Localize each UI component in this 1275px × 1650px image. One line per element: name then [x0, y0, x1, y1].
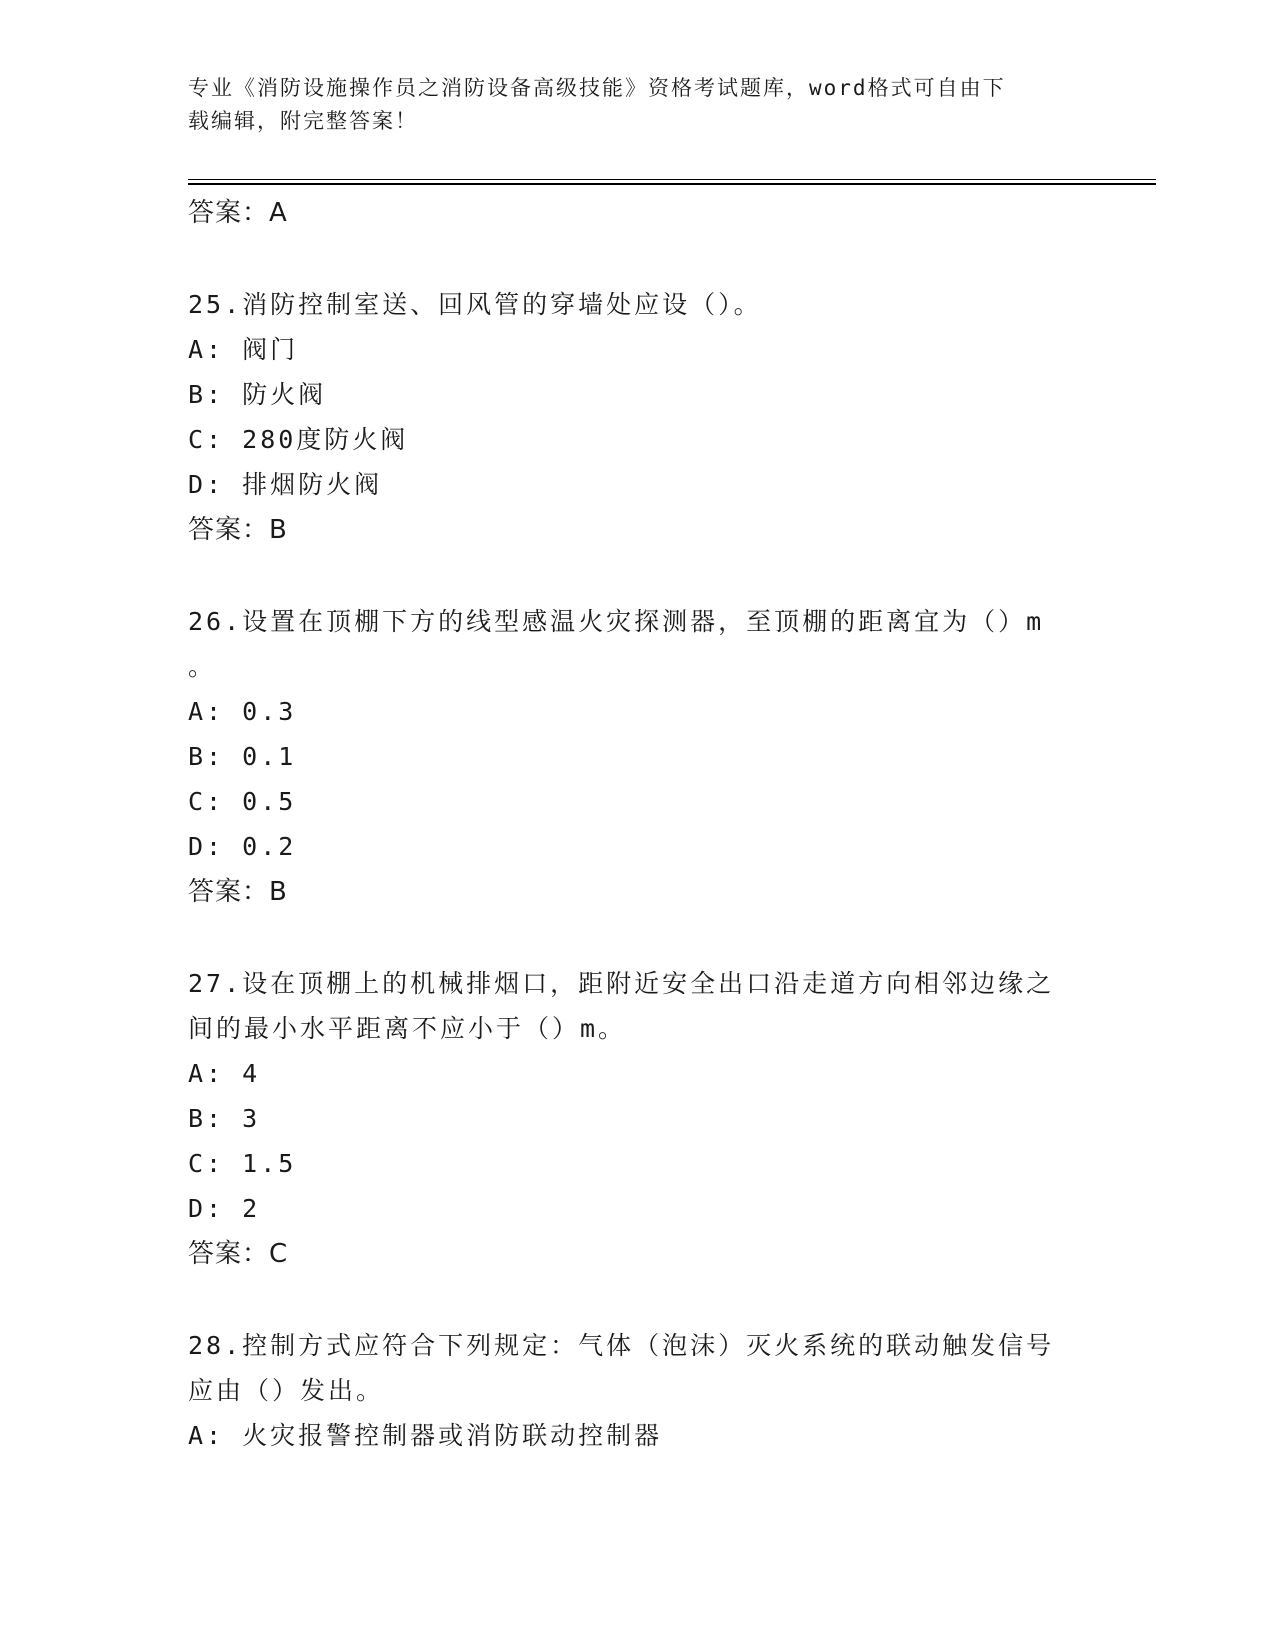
option-c: C: 280度防火阀 — [188, 425, 409, 454]
option-d: D: 2 — [188, 1194, 261, 1223]
header-line-1: 专业《消防设施操作员之消防设备高级技能》资格考试题库，word格式可自由下 — [188, 76, 1006, 100]
option-d: D: 排烟防火阀 — [188, 470, 383, 499]
previous-answer: 答案：A — [188, 198, 288, 228]
header-divider-thin — [188, 179, 1156, 180]
question-stem: 26.设置在顶棚下方的线型感温火灾探测器，至顶棚的距离宜为（）m — [188, 607, 1045, 636]
question-27 — [188, 961, 1088, 1277]
question-answer: 答案：B — [188, 877, 288, 907]
question-stem-continued: 应由（）发出。 — [188, 1376, 385, 1405]
question-28 — [188, 1323, 1088, 1458]
question-stem: 28.控制方式应符合下列规定：气体（泡沫）灭火系统的联动触发信号 — [188, 1331, 1055, 1360]
option-a: A: 阀门 — [188, 335, 299, 364]
option-d: D: 0.2 — [188, 832, 297, 861]
question-list — [188, 190, 1088, 1458]
option-b: B: 防火阀 — [188, 380, 327, 409]
question-answer: 答案：C — [188, 1239, 289, 1269]
option-c: C: 0.5 — [188, 787, 297, 816]
header-divider-thick — [188, 183, 1156, 185]
option-b: B: 3 — [188, 1104, 261, 1133]
question-stem: 27.设在顶棚上的机械排烟口，距附近安全出口沿走道方向相邻边缘之 — [188, 969, 1055, 998]
option-c: C: 1.5 — [188, 1149, 297, 1178]
option-a: A: 0.3 — [188, 697, 297, 726]
question-25 — [188, 282, 1088, 553]
question-stem: 25.消防控制室送、回风管的穿墙处应设（）。 — [188, 290, 762, 319]
option-a: A: 火灾报警控制器或消防联动控制器 — [188, 1421, 663, 1450]
question-26 — [188, 599, 1088, 915]
document-header — [188, 72, 1068, 138]
option-b: B: 0.1 — [188, 742, 297, 771]
question-stem-continued: 。 — [188, 652, 217, 681]
question-stem-continued: 间的最小水平距离不应小于（）m。 — [188, 1014, 627, 1043]
question-answer: 答案：B — [188, 515, 288, 545]
header-line-2: 载编辑，附完整答案！ — [188, 109, 418, 133]
option-a: A: 4 — [188, 1059, 261, 1088]
